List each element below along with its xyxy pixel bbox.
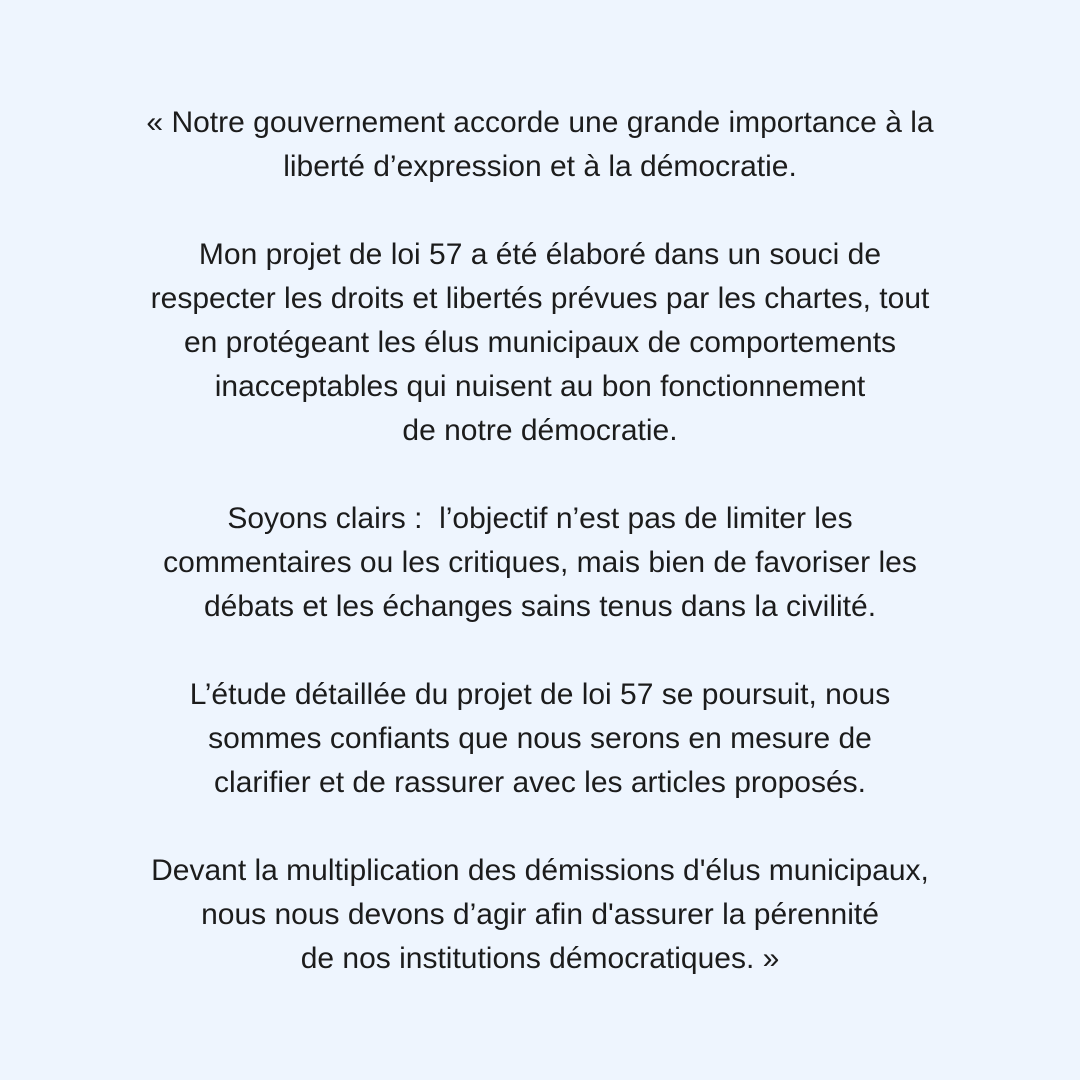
quote-line: liberté d’expression et à la démocratie. (283, 150, 797, 183)
quote-paragraph-objective (40, 497, 1040, 629)
quote-paragraph-conclusion (40, 849, 1040, 981)
quote-line: de nos institutions démocratiques. » (300, 942, 780, 975)
quote-line: commentaires ou les critiques, mais bien de favoriser les (163, 546, 917, 579)
quote-line: Soyons clairs : l’objectif n’est pas de limiter les (227, 502, 853, 535)
quote-line: Devant la multiplication des démissions d'élus municipaux, (151, 854, 929, 887)
quote-card (0, 101, 1080, 981)
quote-line: nous nous devons d’agir afin d'assurer la pérennité (201, 898, 879, 931)
quote-line: « Notre gouvernement accorde une grande importance à la (146, 106, 934, 139)
quote-line: en protégeant les élus municipaux de comportements (183, 326, 897, 359)
quote-line: Mon projet de loi 57 a été élaboré dans un souci de (198, 238, 882, 271)
quote-line: L’étude détaillée du projet de loi 57 se poursuit, nous (189, 678, 891, 711)
quote-paragraph-intro (40, 101, 1040, 189)
quote-line: inacceptables qui nuisent au bon fonctionnement (214, 370, 866, 403)
quote-line: sommes confiants que nous serons en mesure de (208, 722, 872, 755)
quote-line: respecter les droits et libertés prévues par les chartes, tout (150, 282, 930, 315)
quote-line: de notre démocratie. (402, 414, 678, 447)
quote-line: débats et les échanges sains tenus dans la civilité. (203, 590, 877, 623)
quote-line: clarifier et de rassurer avec les articles proposés. (214, 766, 866, 799)
quote-paragraph-study (40, 673, 1040, 805)
quote-paragraph-bill-57 (40, 233, 1040, 453)
